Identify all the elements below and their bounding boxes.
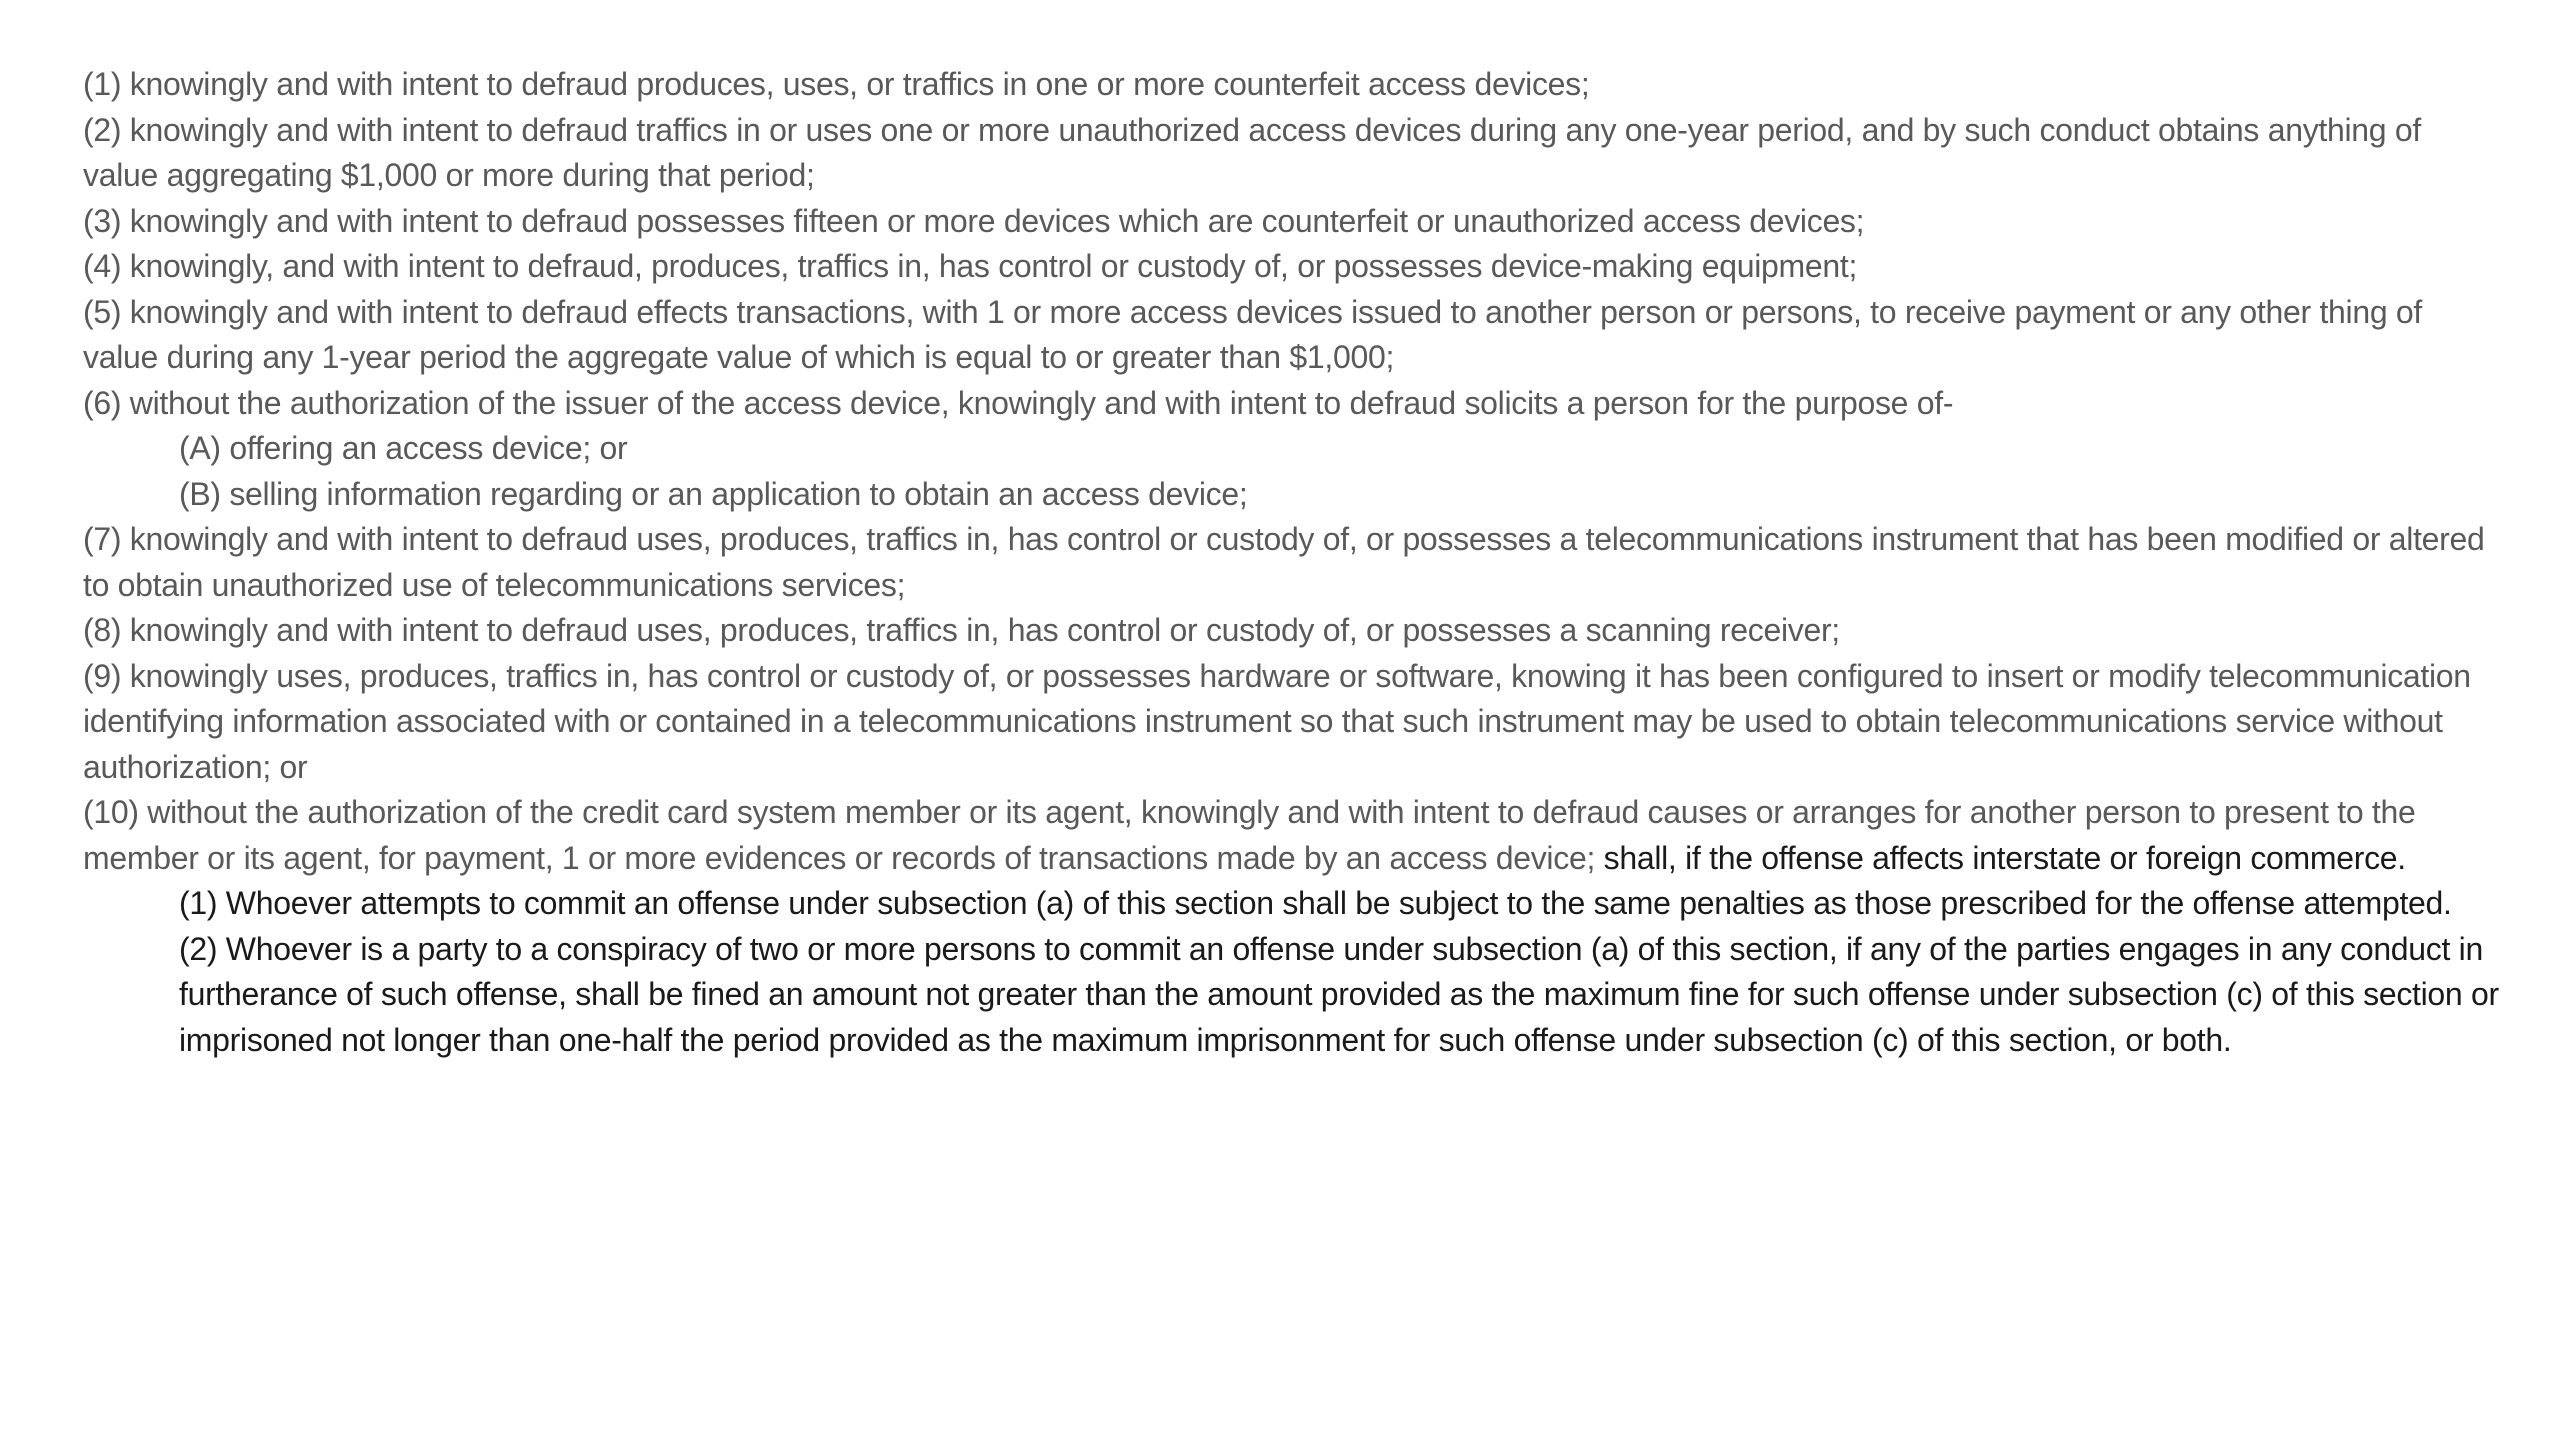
clause-7: (7) knowingly and with intent to defraud uses, produces, traffics in, has control or custody of, or possesses a telecommunications instrument that has been modified or altered to obtain unauthorized use of telecommunications services;: [83, 521, 2485, 603]
clause-3: (3) knowingly and with intent to defraud possesses fifteen or more devices which are counterfeit or unauthorized access devices;: [83, 202, 1865, 239]
clause-10-text: (10) without the authorization of the credit card system member or its agent, knowingly and with intent to defraud causes or arranges for another person to present to the member or its agent, for payment, 1 or more evidences or records of transactions made by an access device;: [83, 794, 2416, 876]
clause-6: (6) without the authorization of the issuer of the access device, knowingly and with intent to defraud solicits a person for the purpose of-: [83, 384, 1954, 421]
clause-1: (1) knowingly and with intent to defraud produces, uses, or traffics in one or more counterfeit access devices;: [83, 66, 1590, 102]
clause-8: (8) knowingly and with intent to defraud uses, produces, traffics in, has control or custody of, or possesses a scanning receiver;: [83, 612, 1840, 648]
clause-6-b: (B) selling information regarding or an application to obtain an access device;: [179, 475, 1248, 512]
statute-text-body: [83, 62, 2503, 1063]
clause-2: (2) knowingly and with intent to defraud traffics in or uses one or more unauthorized access devices during any one-year period, and by such conduct obtains anything of value aggregating $1,000 or more during that period;: [83, 111, 2421, 193]
subclause-2: (2) Whoever is a party to a conspiracy of two or more persons to commit an offense under subsection (a) of this section, if any of the parties engages in any conduct in furtherance of such offense, shall be fined an amount not greater than the amount provided as the maximum fine for such offense under subsection (c) of this section or imprisoned not longer than one-half the period provided as the maximum imprisonment for such offense under subsection (c) of this section, or both.: [179, 930, 2499, 1058]
clause-5: (5) knowingly and with intent to defraud effects transactions, with 1 or more access devices issued to another person or persons, to receive payment or any other thing of value during any 1-year period the aggregate value of which is equal to or greater than $1,000;: [83, 293, 2423, 375]
clause-6-a: (A) offering an access device; or: [179, 430, 628, 466]
clause-10-tail: shall, if the offense affects interstate or foreign commerce.: [1595, 839, 2406, 876]
clause-9: (9) knowingly uses, produces, traffics in, has control or custody of, or possesses hardware or software, knowing it has been configured to insert or modify telecommunication identifying information associated with or contained in a telecommunications instrument so that such instrument may be used to obtain telecommunications service without authorization; or: [83, 657, 2471, 785]
subclause-1: (1) Whoever attempts to commit an offense under subsection (a) of this section shall be subject to the same penalties as those prescribed for the offense attempted.: [179, 885, 2452, 921]
clause-10: [83, 790, 2503, 881]
clause-4: (4) knowingly, and with intent to defraud, produces, traffics in, has control or custody of, or possesses device-making equipment;: [83, 248, 1858, 284]
